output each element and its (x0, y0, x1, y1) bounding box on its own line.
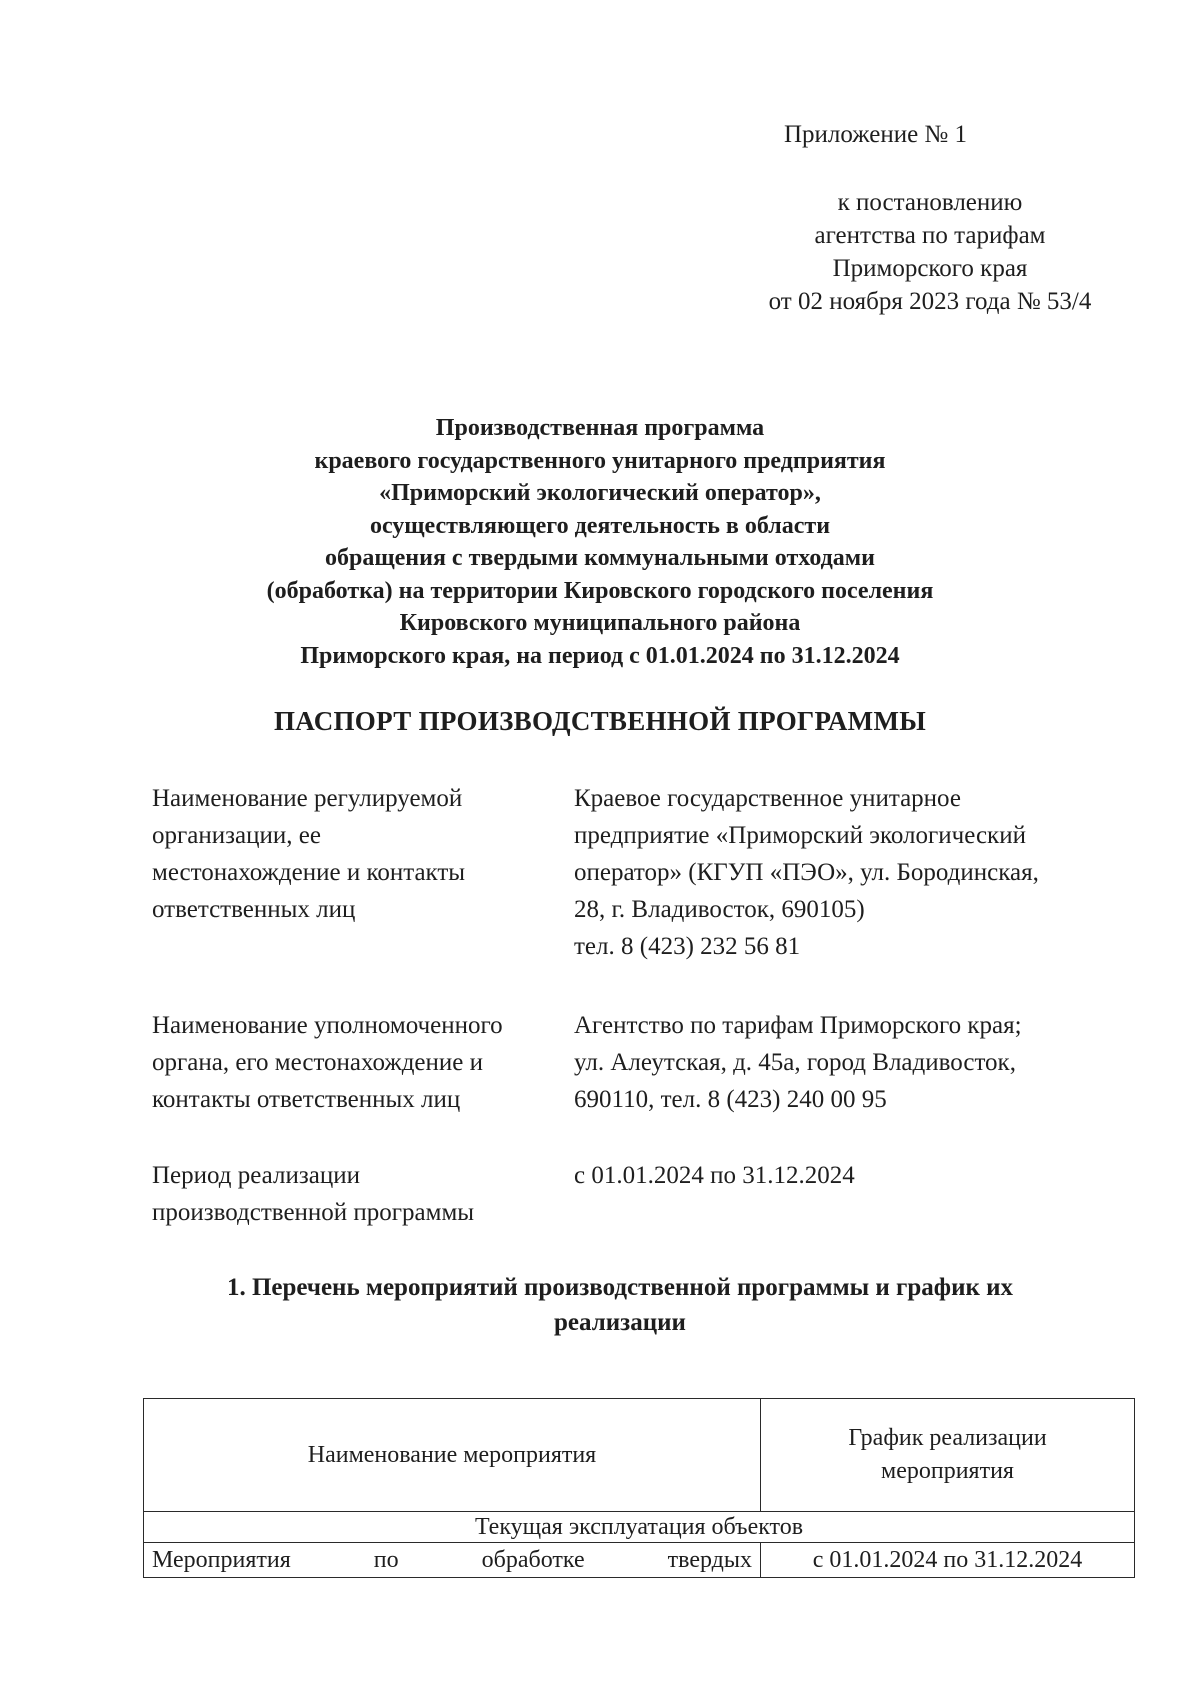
program-title-line: Кировского муниципального района (399, 610, 801, 636)
value-line: предприятие «Приморский экологический (574, 822, 1026, 849)
passport-row-value (574, 1157, 1114, 1194)
section-heading-line: реализации (554, 1309, 686, 1336)
annex-number: Приложение № 1 (784, 121, 968, 148)
activities-table (143, 1398, 1135, 1578)
table-header-row (144, 1399, 1135, 1512)
annex-line: агентства по тарифам (814, 222, 1046, 249)
program-title (150, 412, 1050, 672)
value-line: ул. Алеутская, д. 45а, город Владивосток, (574, 1049, 1016, 1076)
group-label: Текущая эксплуатация объектов (144, 1512, 1135, 1543)
value-line: Агентство по тарифам Приморского края; (574, 1012, 1022, 1039)
value-line: с 01.01.2024 по 31.12.2024 (574, 1162, 855, 1189)
section-heading (150, 1270, 1090, 1340)
annex-reference (730, 186, 1130, 318)
passport-row-value (574, 1007, 1114, 1118)
header-line: График реализации (848, 1425, 1047, 1451)
table-row (144, 1543, 1135, 1578)
annex-line: Приморского края (832, 255, 1028, 282)
activity-schedule: с 01.01.2024 по 31.12.2024 (761, 1543, 1135, 1578)
program-title-line: обращения с твердыми коммунальными отходами (325, 545, 875, 571)
value-line: 28, г. Владивосток, 690105) (574, 896, 865, 923)
passport-row-value (574, 780, 1114, 965)
passport-row-label (152, 1157, 572, 1231)
header-line: мероприятия (881, 1458, 1014, 1484)
program-title-line: «Приморский экологический оператор», (379, 480, 821, 506)
label-line: контакты ответственных лиц (152, 1086, 461, 1113)
activity-name: Мероприятия по обработке твердых (144, 1543, 761, 1578)
value-line: Краевое государственное унитарное (574, 785, 961, 812)
label-line: Наименование уполномоченного (152, 1012, 503, 1039)
column-header-activity: Наименование мероприятия (144, 1399, 761, 1512)
value-line: тел. 8 (423) 232 56 81 (574, 933, 801, 960)
program-title-line: Производственная программа (435, 415, 765, 441)
label-line: местонахождение и контакты (152, 859, 466, 886)
table-group-row (144, 1512, 1135, 1543)
passport-heading: ПАСПОРТ ПРОИЗВОДСТВЕННОЙ ПРОГРАММЫ (273, 706, 927, 736)
program-title-line: осуществляющего деятельность в области (369, 512, 831, 539)
column-header-schedule (761, 1399, 1135, 1512)
annex-line: к постановлению (837, 189, 1023, 216)
label-line: органа, его местонахождение и (152, 1049, 484, 1076)
label-line: Период реализации (152, 1162, 360, 1189)
section-heading-line: 1. Перечень мероприятий производственной программы и график их (226, 1274, 1014, 1301)
label-line: ответственных лиц (152, 896, 356, 923)
annex-line: от 02 ноября 2023 года № 53/4 (768, 288, 1092, 315)
value-line: оператор» (КГУП «ПЭО», ул. Бородинская, (574, 859, 1039, 886)
program-title-line: (обработка) на территории Кировского городского поселения (266, 577, 934, 604)
program-title-line: Приморского края, на период с 01.01.2024 по 31.12.2024 (300, 642, 900, 669)
label-line: производственной программы (152, 1199, 475, 1226)
value-line: 690110, тел. 8 (423) 240 00 95 (574, 1086, 887, 1113)
label-line: Наименование регулируемой (152, 785, 463, 812)
passport-row-label (152, 780, 572, 928)
label-line: организации, ее (152, 822, 321, 849)
program-title-line: краевого государственного унитарного предприятия (314, 447, 886, 474)
passport-row-label (152, 1007, 572, 1118)
